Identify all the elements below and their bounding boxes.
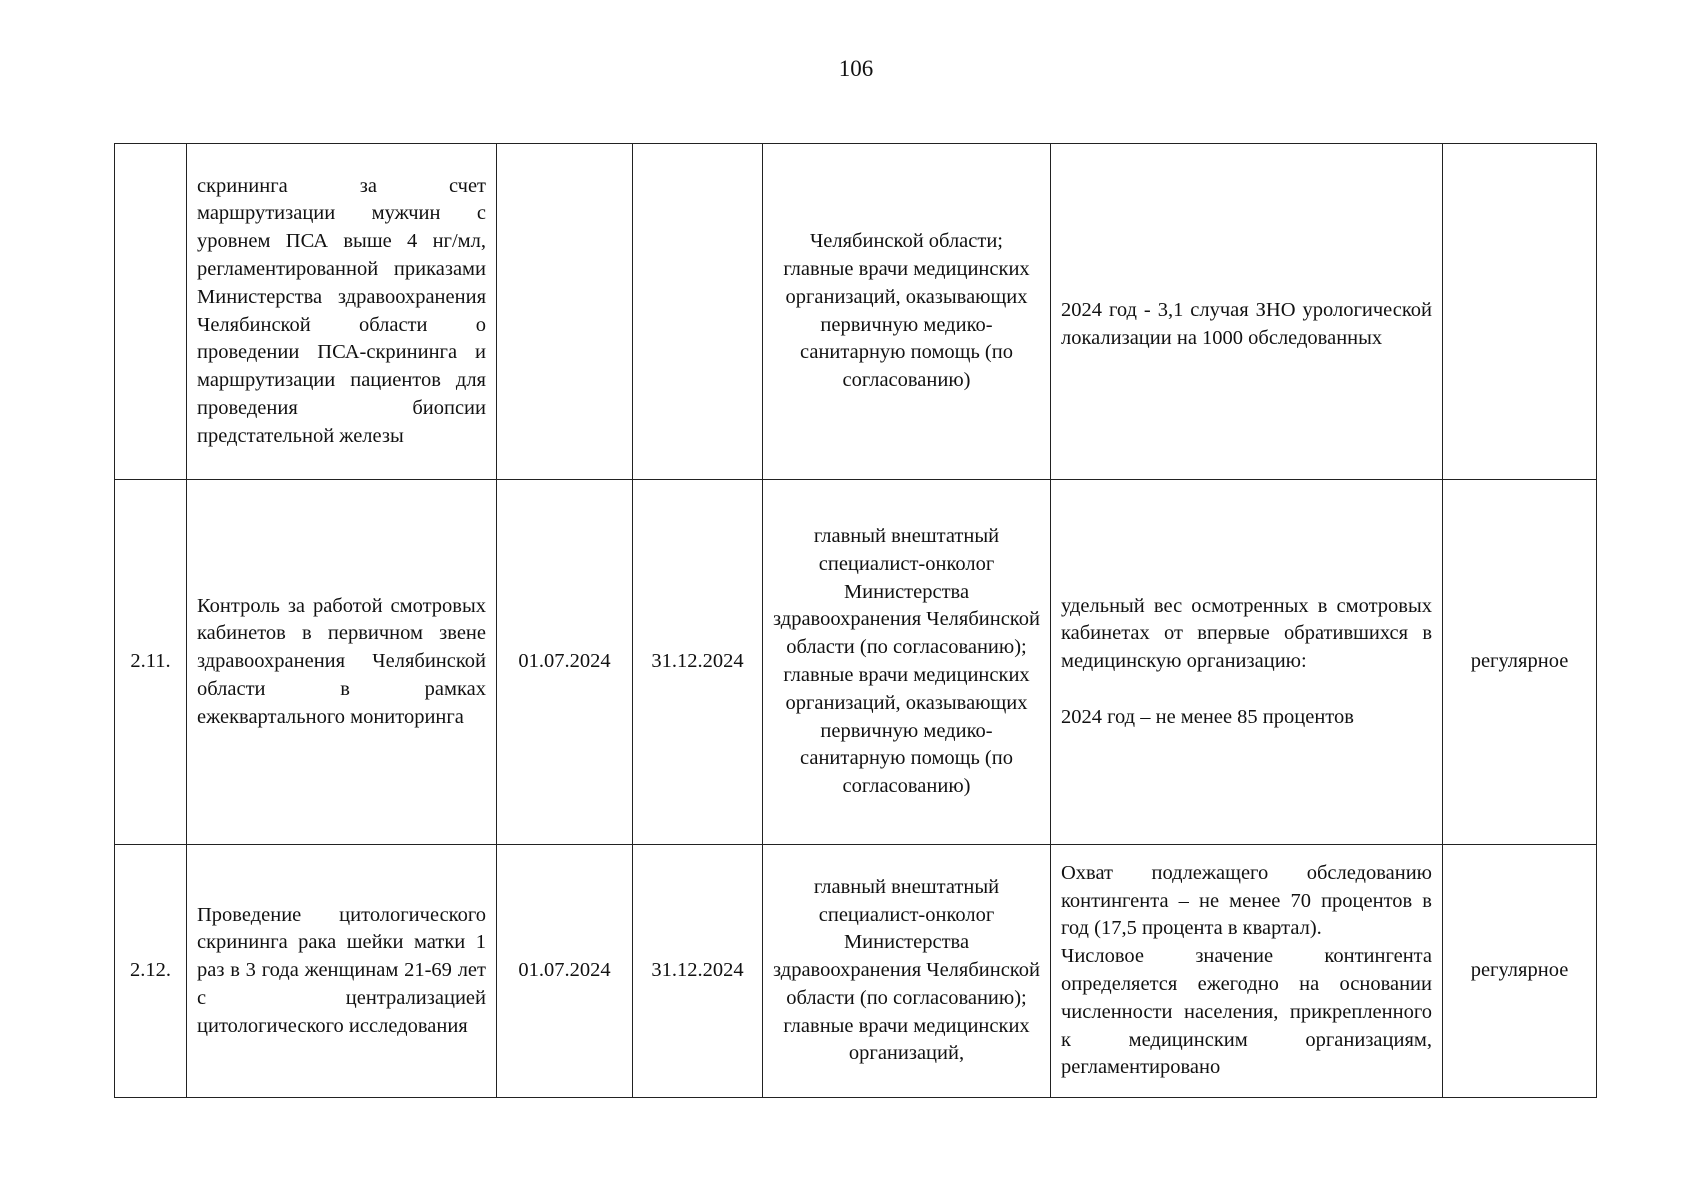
- table-row: [115, 144, 1597, 480]
- indicator-cell: [1051, 845, 1443, 1098]
- period-cell: регулярное: [1443, 845, 1597, 1098]
- indicator-cell: [1051, 144, 1443, 480]
- activity-cell: Проведение цитологического скрининга рака шейки матки 1 раз в 3 года женщинам 21-69 лет с централизацией цитологического исследования: [187, 845, 497, 1098]
- period-cell: регулярное: [1443, 480, 1597, 845]
- activity-cell: Контроль за работой смотровых кабинетов в первичном звене здравоохранения Челябинской области в рамках ежеквартального мониторинга: [187, 480, 497, 845]
- start-date-cell: 01.07.2024: [497, 480, 633, 845]
- start-date-cell: [497, 144, 633, 480]
- table-row: [115, 480, 1597, 845]
- end-date-cell: 31.12.2024: [633, 480, 763, 845]
- period-cell: [1443, 144, 1597, 480]
- row-number: 2.11.: [115, 480, 187, 845]
- end-date-cell: [633, 144, 763, 480]
- responsible-cell: главный внештатный специалист-онколог Министерства здравоохранения Челябинской области (по согласованию); главные врачи медицинских организаций, оказывающих первичную медико-санитарную помощь (по согласованию): [763, 480, 1051, 845]
- table-row: [115, 845, 1597, 1098]
- indicator-text: 2024 год - 3,1 случая ЗНО урологической локализации на 1000 обследованных: [1061, 299, 1432, 349]
- start-date-cell: 01.07.2024: [497, 845, 633, 1098]
- indicator-text: 2024 год – не менее 85 процентов: [1061, 705, 1354, 728]
- row-number: [115, 144, 187, 480]
- plan-table: [114, 143, 1597, 1098]
- activity-cell: скрининга за счет маршрутизации мужчин с уровнем ПСА выше 4 нг/мл, регламентированной приказами Министерства здравоохранения Челябинской области о проведении ПСА-скрининга и маршрутизации пациентов для проведения биопсии предстательной железы: [187, 144, 497, 480]
- page-number: 106: [838, 56, 874, 81]
- responsible-cell: главный внештатный специалист-онколог Министерства здравоохранения Челябинской области (по согласованию); главные врачи медицинских организаций,: [763, 845, 1051, 1098]
- indicator-cell: [1051, 480, 1443, 845]
- end-date-cell: 31.12.2024: [633, 845, 763, 1098]
- indicator-text: Числовое значение контингента определяется ежегодно на основании численности населения, прикрепленного к медицинским организациям, регламентировано: [1061, 945, 1432, 1079]
- indicator-text: удельный вес осмотренных в смотровых кабинетах от впервые обратившихся в медицинскую организацию:: [1061, 594, 1432, 673]
- indicator-text: Охват подлежащего обследованию контингента – не менее 70 процентов в год (17,5 процента в квартал).: [1061, 861, 1432, 940]
- row-number: 2.12.: [115, 845, 187, 1098]
- responsible-cell: Челябинской области; главные врачи медицинских организаций, оказывающих первичную медико-санитарную помощь (по согласованию): [763, 144, 1051, 480]
